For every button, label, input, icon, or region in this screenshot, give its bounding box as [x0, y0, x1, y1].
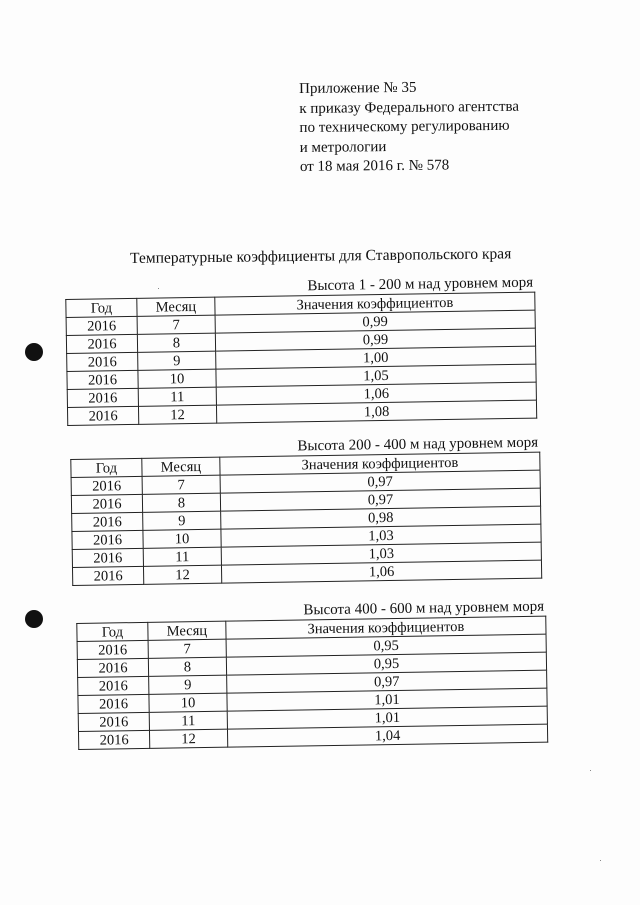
cell-year: 2016: [72, 530, 143, 549]
appendix-order-line: к приказу Федерального агентства: [299, 98, 520, 117]
header-month: Месяц: [148, 621, 226, 640]
altitude-section-3: [76, 598, 548, 750]
cell-month: 11: [138, 387, 216, 406]
cell-value: 1,03: [221, 524, 541, 547]
appendix-metrology-line: и метрологии: [299, 138, 387, 156]
punch-hole-top: [25, 343, 43, 361]
coefficient-table: [65, 292, 537, 426]
cell-year: 2016: [71, 476, 142, 495]
cell-year: 2016: [67, 406, 138, 425]
header-coefficient: Значения коэффициентов: [220, 452, 540, 475]
cell-year: 2016: [66, 334, 137, 353]
cell-year: 2016: [72, 566, 143, 585]
header-coefficient: Значения коэффициентов: [215, 292, 535, 315]
header-month: Месяц: [137, 297, 215, 316]
cell-month: 10: [149, 693, 227, 712]
cell-value: 0,97: [220, 470, 540, 493]
cell-month: 9: [143, 511, 221, 530]
cell-month: 8: [137, 333, 215, 352]
punch-hole-bottom: [25, 610, 43, 628]
cell-value: 1,05: [216, 364, 536, 387]
cell-value: 1,01: [227, 688, 547, 711]
altitude-section-2: [70, 434, 542, 586]
cell-month: 10: [138, 369, 216, 388]
cell-year: 2016: [72, 512, 143, 531]
cell-year: 2016: [78, 730, 149, 749]
altitude-section-1: [65, 274, 537, 426]
cell-month: 10: [143, 529, 221, 548]
appendix-agency-line: по техническому регулированию: [299, 117, 510, 136]
cell-month: 8: [142, 493, 220, 512]
header-coefficient: Значения коэффициентов: [226, 616, 546, 639]
cell-year: 2016: [78, 694, 149, 713]
cell-value: 0,98: [221, 506, 541, 529]
cell-year: 2016: [67, 388, 138, 407]
altitude-caption: Высота 1 - 200 м над уровнем моря: [307, 274, 534, 295]
altitude-caption: Высота 400 - 600 м над уровнем моря: [303, 598, 545, 619]
scan-speck: [158, 288, 159, 289]
cell-value: 1,08: [216, 400, 536, 423]
coefficient-table: [70, 452, 542, 586]
cell-year: 2016: [67, 352, 138, 371]
cell-month: 11: [149, 711, 227, 730]
header-year: Год: [71, 458, 142, 477]
cell-value: 0,97: [220, 488, 540, 511]
cell-value: 1,06: [221, 560, 541, 583]
cell-year: 2016: [72, 548, 143, 567]
cell-month: 12: [138, 405, 216, 424]
cell-value: 1,06: [216, 382, 536, 405]
appendix-header: [299, 78, 520, 178]
cell-year: 2016: [67, 370, 138, 389]
cell-value: 0,97: [227, 670, 547, 693]
cell-value: 0,99: [215, 310, 535, 333]
cell-value: 1,04: [227, 724, 547, 747]
cell-year: 2016: [77, 658, 148, 677]
cell-value: 1,00: [216, 346, 536, 369]
scan-speck: [600, 860, 601, 861]
cell-month: 12: [149, 729, 227, 748]
cell-value: 0,99: [215, 328, 535, 351]
cell-value: 0,95: [226, 652, 546, 675]
header-year: Год: [66, 298, 137, 317]
cell-year: 2016: [71, 494, 142, 513]
appendix-date-line: от 18 мая 2016 г. № 578: [299, 157, 450, 175]
cell-month: 12: [143, 565, 221, 584]
cell-month: 7: [142, 475, 220, 494]
cell-year: 2016: [77, 640, 148, 659]
cell-month: 9: [149, 675, 227, 694]
cell-value: 1,01: [227, 706, 547, 729]
cell-month: 7: [137, 315, 215, 334]
cell-value: 0,95: [226, 634, 546, 657]
header-month: Месяц: [142, 457, 220, 476]
cell-month: 9: [138, 351, 216, 370]
coefficient-table: [76, 616, 548, 750]
cell-month: 7: [148, 639, 226, 658]
document-title: Температурные коэффициенты для Ставропольского края: [130, 245, 512, 267]
cell-year: 2016: [78, 712, 149, 731]
appendix-number: Приложение № 35: [299, 79, 417, 97]
cell-month: 11: [143, 547, 221, 566]
header-year: Год: [77, 622, 148, 641]
altitude-caption: Высота 200 - 400 м над уровнем моря: [297, 434, 539, 455]
cell-year: 2016: [66, 316, 137, 335]
cell-year: 2016: [78, 676, 149, 695]
scan-speck: [590, 770, 591, 771]
cell-month: 8: [148, 657, 226, 676]
cell-value: 1,03: [221, 542, 541, 565]
